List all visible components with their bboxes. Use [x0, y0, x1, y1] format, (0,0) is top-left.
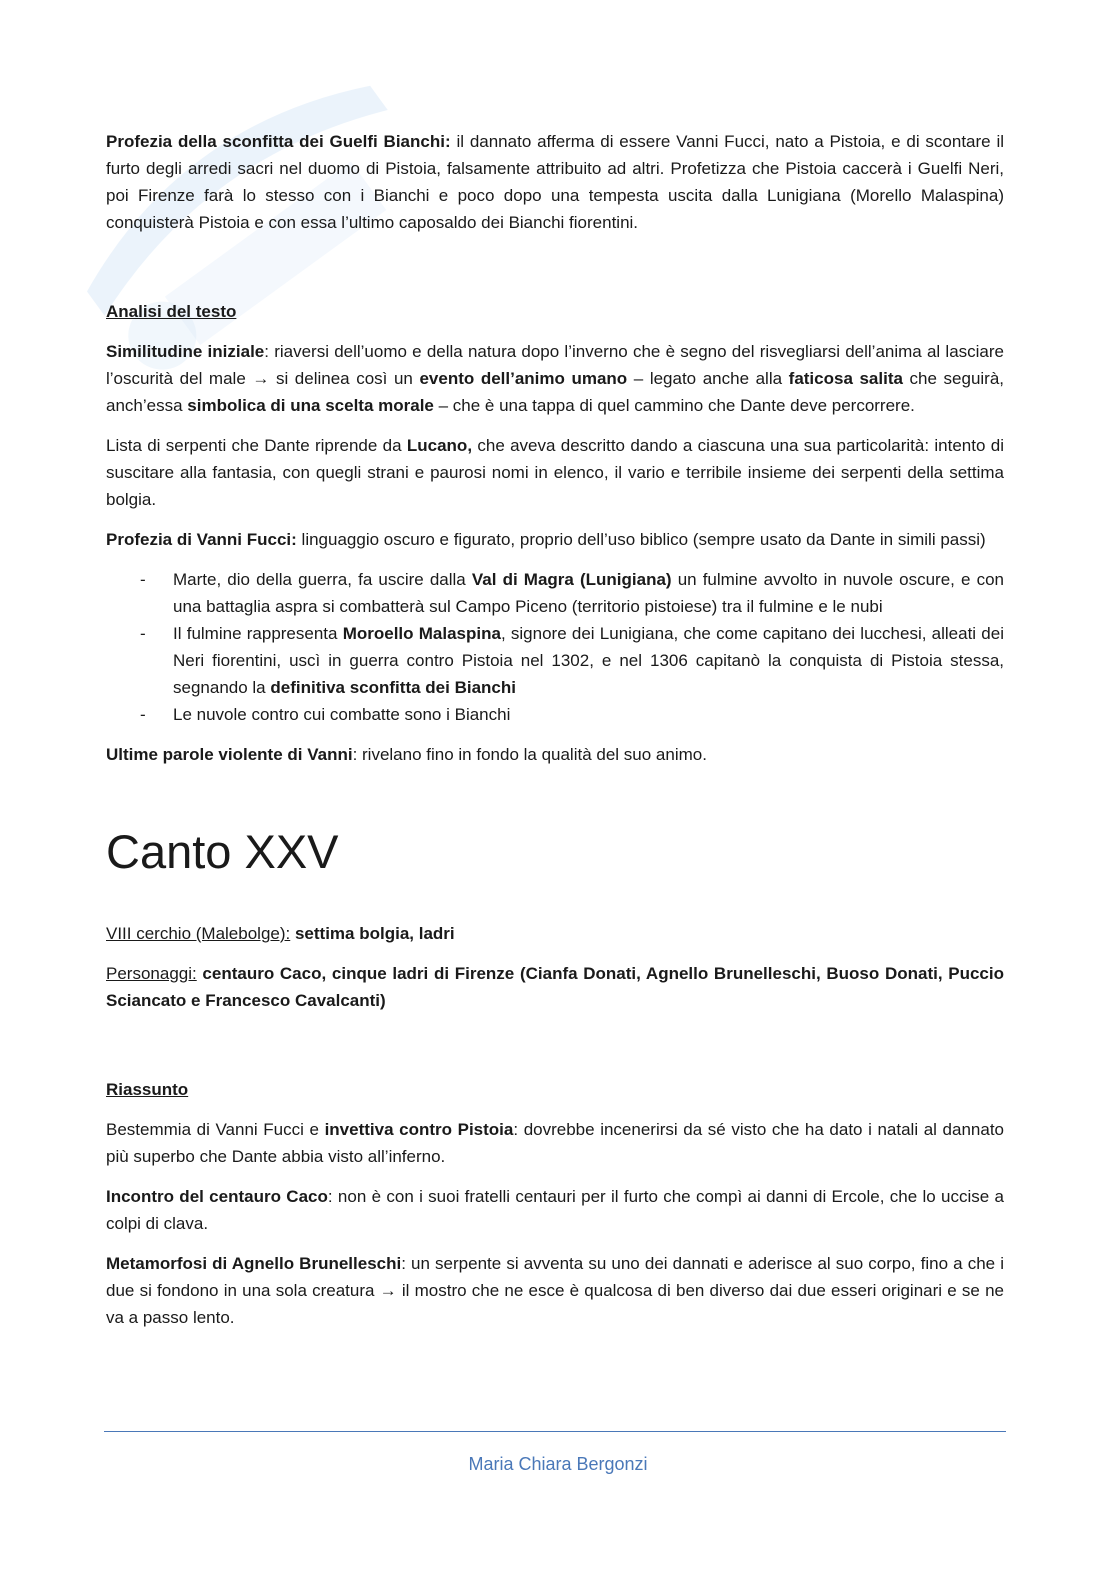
dash-bullet-icon: -: [140, 570, 146, 589]
footer-divider: [104, 1431, 1006, 1432]
caco-paragraph: Incontro del centauro Caco: non è con i suoi fratelli centauri per il furto che compì ai danni di Ercole, che lo uccise a colpi di clava.: [106, 1187, 1005, 1233]
riassunto-heading: Riassunto: [106, 1080, 189, 1099]
similitudine-paragraph: Similitudine iniziale: riaversi dell’uomo e della natura dopo l’inverno che è segno del risvegliarsi dell’anima al lasciare l’oscurità del male → si delinea così un evento dell’animo umano – legato anche alla faticosa salita che seguirà, anch’essa simbolica di una scelta morale – che è una tappa di quel cammino che Dante deve percorrere.: [106, 342, 1005, 415]
arrow-icon: →: [379, 1281, 397, 1300]
bestemmia-paragraph: Bestemmia di Vanni Fucci e invettiva contro Pistoia: dovrebbe incenerirsi da sé visto che ha dato i natali al dannato più superbo che Dante abbia visto all’inferno.: [106, 1120, 1004, 1166]
list-item: - Il fulmine rappresenta Moroello Malaspina, signore dei Lunigiana, che come capitano dei lucchesi, alleati dei Neri fiorentini, uscì in guerra contro Pistoia nel 1302, e nel 1306 capitanò la conquista di Pistoia stessa, segnando la definitiva sconfitta dei Bianchi: [106, 620, 1004, 701]
lista-serpenti-paragraph: Lista di serpenti che Dante riprende da Lucano, che aveva descritto dando a ciascuna una sua particolarità: intento di suscitare alla fantasia, con quegli strani e paurosi nomi in elenco, il vario e terribile insieme dei serpenti della settima bolgia.: [106, 436, 1004, 509]
canto-title: Canto XXV: [106, 825, 339, 878]
metamorfosi-paragraph: Metamorfosi di Agnello Brunelleschi: un serpente si avventa su uno dei dannati e aderisce al suo corpo, fino a che i due si fondono in una sola creatura → il mostro che ne esce è qualcosa di ben diverso dai due esseri originari e se ne va a passo lento.: [106, 1254, 1004, 1327]
footer-author: Maria Chiara Bergonzi: [468, 1454, 648, 1474]
analisi-heading: Analisi del testo: [106, 302, 237, 321]
arrow-icon: →: [252, 369, 270, 388]
profezia-sconfitta-paragraph: Profezia della sconfitta dei Guelfi Bianchi: il dannato afferma di essere Vanni Fucci, nato a Pistoia, e di scontare il furto degli arredi sacri nel duomo di Pistoia, falsamente attribuito ad altri. Profetizza che Pistoia caccerà i Guelfi Neri, poi Firenze farà lo stesso con i Bianchi e poco dopo una tempesta uscita dalla Lunigiana (Morello Malaspina) conquisterà Pistoia e con essa l’ultimo caposaldo dei Bianchi fiorentini.: [106, 132, 1005, 232]
ultime-parole-paragraph: Ultime parole violente di Vanni: rivelano fino in fondo la qualità del suo animo.: [106, 745, 707, 764]
profezia-sconfitta-label: Profezia della sconfitta dei Guelfi Bianchi:: [106, 132, 451, 151]
dash-bullet-icon: -: [140, 705, 146, 724]
list-item: - Le nuvole contro cui combatte sono i Bianchi: [106, 701, 1004, 728]
document-body: [106, 128, 1004, 1344]
profezia-bullet-list: [106, 566, 1004, 728]
personaggi-line: Personaggi: centauro Caco, cinque ladri di Firenze (Cianfa Donati, Agnello Brunelleschi, Buoso Donati, Puccio Sciancato e Francesco Cavalcanti): [106, 964, 1004, 1010]
list-item: - Marte, dio della guerra, fa uscire dalla Val di Magra (Lunigiana) un fulmine avvolto in nuvole oscure, e con una battaglia aspra si combatterà sul Campo Piceno (territorio pistoiese) tra il fulmine e le nubi: [106, 566, 1004, 620]
profezia-vanni-paragraph: Profezia di Vanni Fucci: linguaggio oscuro e figurato, proprio dell’uso biblico (sempre usato da Dante in simili passi): [106, 530, 986, 549]
cerchio-line: VIII cerchio (Malebolge): settima bolgia, ladri: [106, 924, 455, 943]
dash-bullet-icon: -: [140, 624, 146, 643]
